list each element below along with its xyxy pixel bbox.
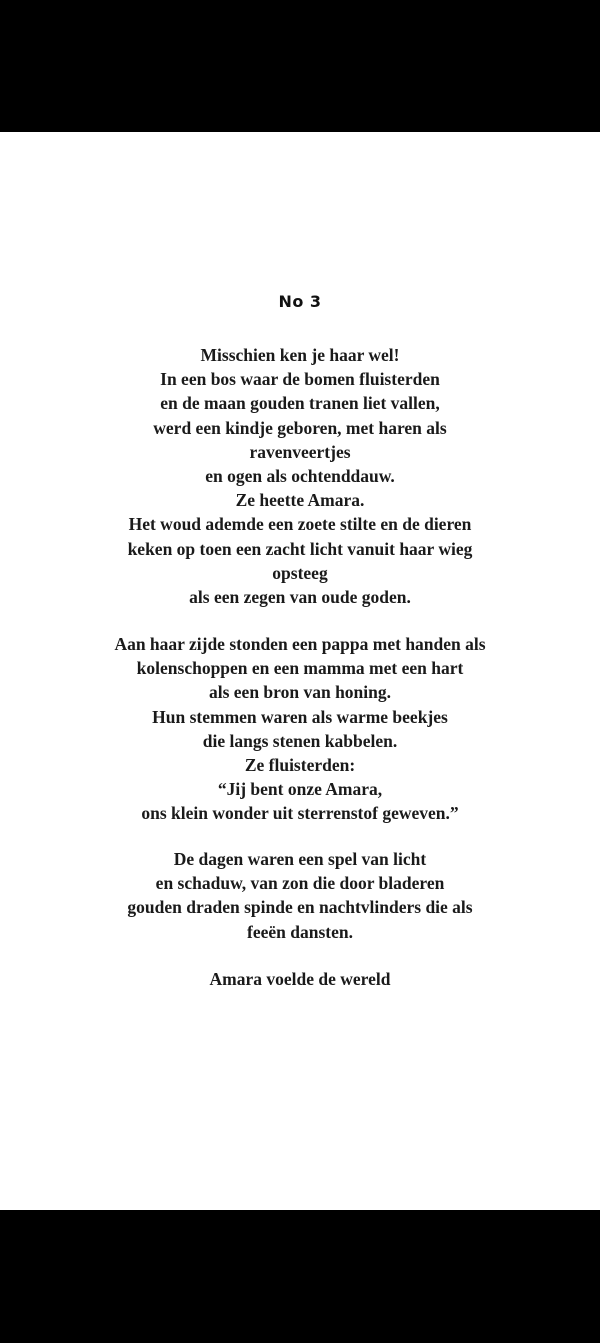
poem-line: en schaduw, van zon die door bladeren [155, 873, 445, 894]
poem-line: Hun stemmen waren als warme beekjes [152, 706, 448, 727]
poem-line: als een bron van honing. [208, 682, 392, 703]
poem-line: kolenschoppen en een mamma met een hart [136, 658, 464, 679]
top-black-bar [0, 0, 600, 132]
poem-line: De dagen waren een spel van licht [173, 849, 427, 869]
poem-line: ons klein wonder uit sterrenstof geweven.” [141, 803, 459, 824]
poem-line: Amara voelde de wereld [209, 969, 391, 989]
poem-line: en de maan gouden tranen liet vallen, [160, 393, 440, 414]
poem-line: keken op toen een zacht licht vanuit haar wieg [127, 538, 473, 559]
stanza-1 [0, 343, 600, 609]
poem-line: In een bos waar de bomen fluisterden [160, 369, 440, 390]
bottom-black-bar [0, 1210, 600, 1343]
poem-line: opsteeg [272, 562, 328, 583]
document-page [0, 132, 600, 1210]
poem-line: ravenveertjes [249, 441, 351, 462]
poem-line: gouden draden spinde en nachtvlinders die als [127, 897, 473, 918]
stanza-4 [0, 967, 600, 991]
stanza-3 [0, 847, 600, 944]
poem-line: die langs stenen kabbelen. [202, 730, 398, 751]
poem-heading: No 3 [278, 292, 322, 311]
poem-line: als een zegen van oude goden. [189, 586, 411, 607]
poem-line: feeën dansten. [247, 921, 353, 942]
poem-line: en ogen als ochtenddauw. [205, 465, 395, 486]
poem-line: Ze heette Amara. [235, 490, 365, 511]
poem-line: Misschien ken je haar wel! [200, 345, 400, 365]
poem-line: werd een kindje geboren, met haren als [153, 417, 447, 438]
poem-line: “Jij bent onze Amara, [217, 779, 383, 800]
stanza-2 [0, 632, 600, 826]
poem-line: Het woud ademde een zoete stilte en de dieren [128, 514, 472, 535]
poem-line: Aan haar zijde stonden een pappa met handen als [114, 634, 486, 654]
poem-line: Ze fluisterden: [244, 754, 356, 775]
